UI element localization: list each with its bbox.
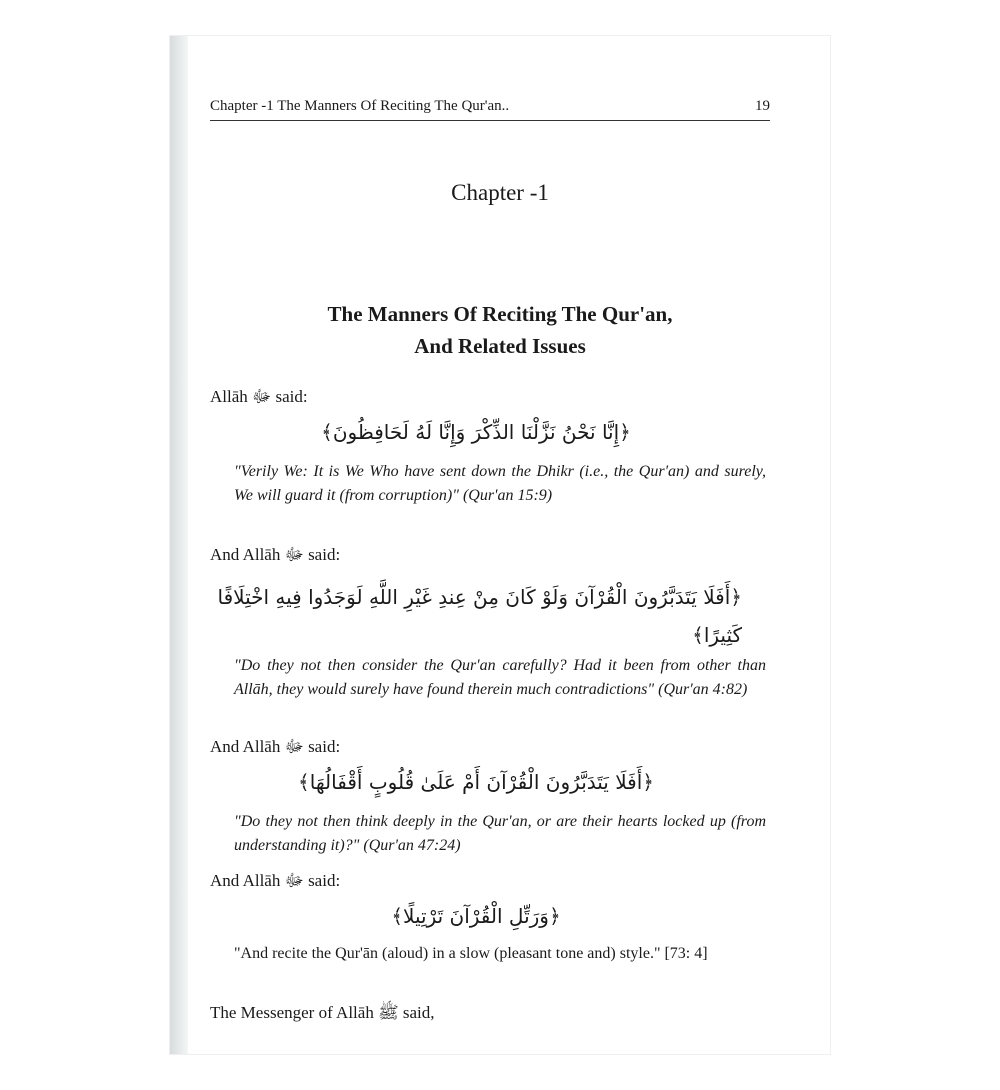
section-3-arabic-verse: ﴿أَفَلَا يَتَدَبَّرُونَ الْقُرْآنَ أَمْ عَلَىٰ قُلُوبٍ أَقْفَالُهَا﴾ bbox=[298, 770, 654, 794]
section-2-intro: And Allāh ﷻ said: bbox=[210, 545, 341, 564]
chapter-title bbox=[170, 298, 830, 362]
section-4-translation: "And recite the Qur'ān (aloud) in a slow (pleasant tone and) style." [73: 4] bbox=[234, 945, 708, 962]
section-1-intro: Allāh ﷻ said: bbox=[210, 387, 308, 406]
section-4-intro: And Allāh ﷻ said: bbox=[210, 871, 341, 890]
section-1-arabic-verse: ﴿إِنَّا نَحْنُ نَزَّلْنَا الذِّكْرَ وَإِنَّا لَهُ لَحَافِظُونَ﴾ bbox=[321, 420, 631, 444]
running-header bbox=[210, 98, 770, 121]
section-3-translation: "Do they not then think deeply in the Qur'an, or are their hearts locked up (from understanding it)?" (Qur'an 47:24) bbox=[234, 813, 766, 854]
section-4-arabic-verse: ﴿وَرَتِّلِ الْقُرْآنَ تَرْتِيلًا﴾ bbox=[391, 904, 561, 928]
book-page bbox=[170, 36, 830, 1054]
chapter-title-line1: The Manners Of Reciting The Qur'an, bbox=[327, 302, 673, 326]
running-title: Chapter -1 The Manners Of Reciting The Qur'an.. bbox=[210, 98, 510, 114]
page-number: 19 bbox=[755, 98, 770, 114]
section-2-arabic-verse: ﴿أَفَلَا يَتَدَبَّرُونَ الْقُرْآنَ وَلَوْ كَانَ مِنْ عِندِ غَيْرِ اللَّهِ لَوَجَدُوا فِيهِ اخْتِلَافًا كَثِيرًا﴾ bbox=[217, 585, 742, 647]
closing-line: The Messenger of Allāh ﷺ said, bbox=[210, 1003, 435, 1022]
section-3-intro: And Allāh ﷻ said: bbox=[210, 737, 341, 756]
chapter-label: Chapter -1 bbox=[451, 180, 549, 205]
section-2-translation: "Do they not then consider the Qur'an carefully? Had it been from other than Allāh, they would surely have found therein much contradictions" (Qur'an 4:82) bbox=[234, 657, 766, 698]
section-1-translation: "Verily We: It is We Who have sent down the Dhikr (i.e., the Qur'an) and surely, We will guard it (from corruption)" (Qur'an 15:9) bbox=[234, 463, 766, 504]
chapter-title-line2: And Related Issues bbox=[414, 334, 586, 358]
